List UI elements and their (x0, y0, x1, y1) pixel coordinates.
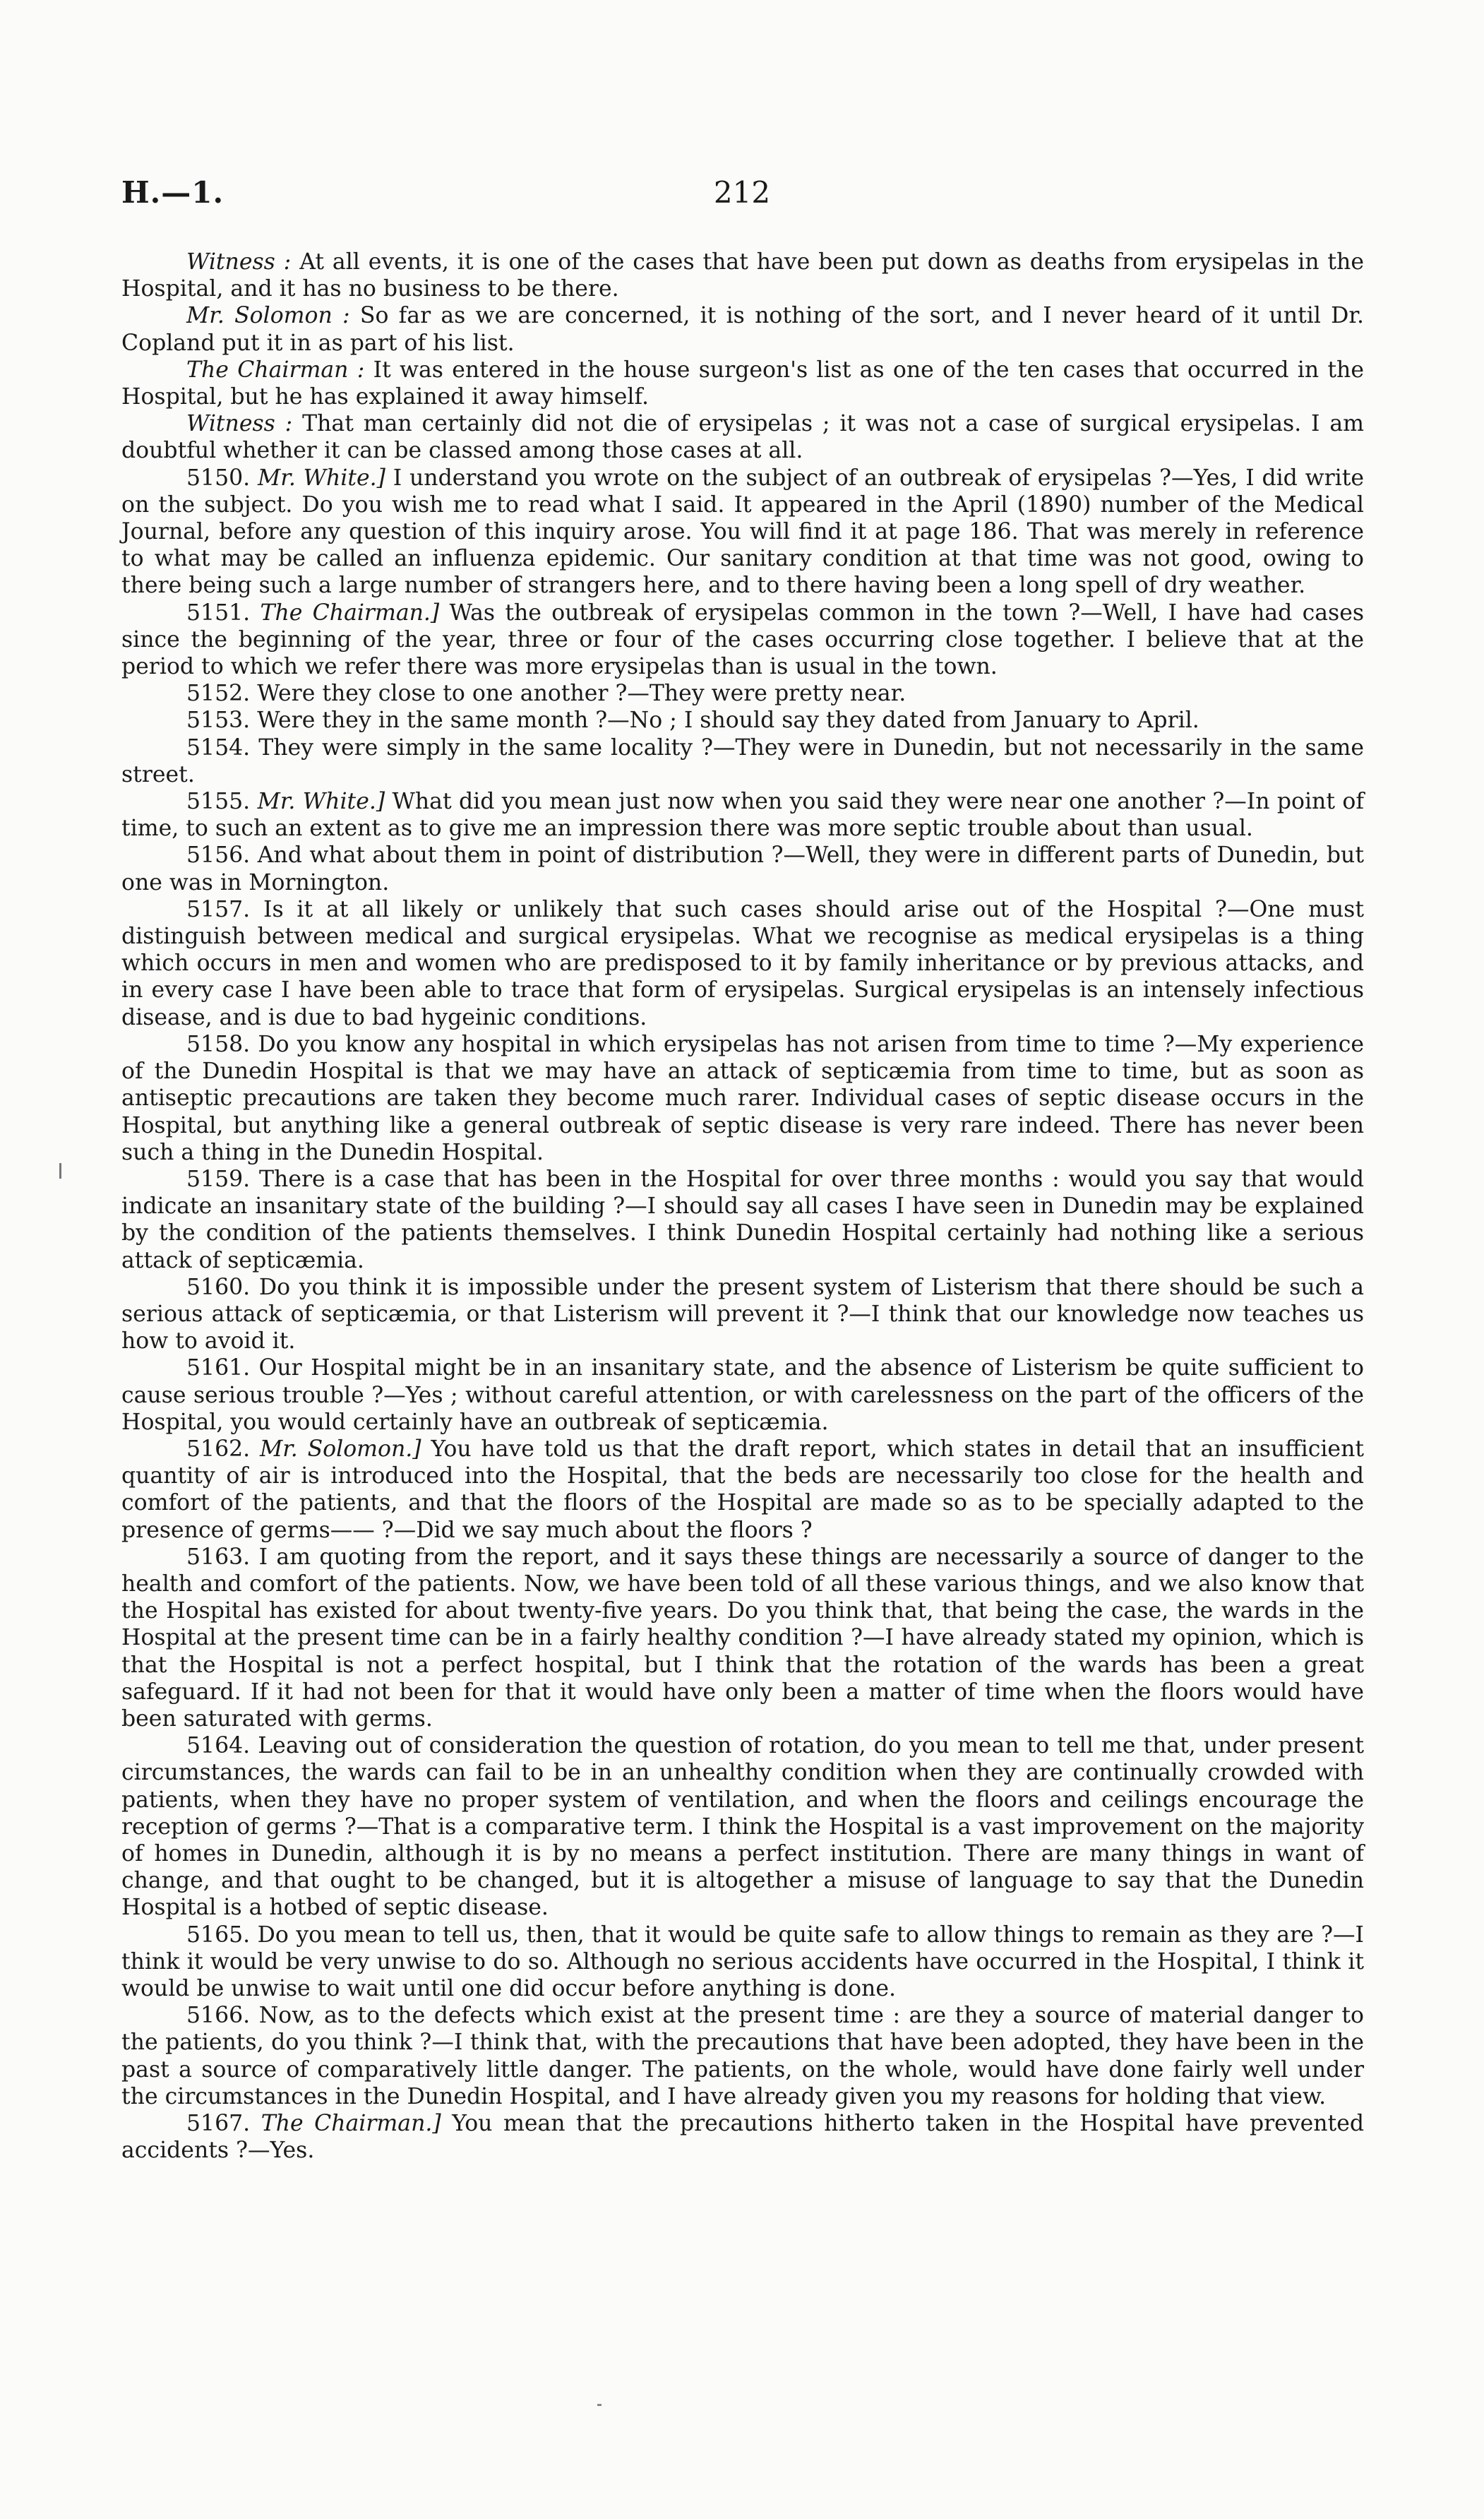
speaker-name: Witness : (186, 411, 293, 437)
testimony-paragraph (121, 1031, 1364, 1166)
speaker-name: Mr. Solomon.] (259, 1436, 421, 1462)
testimony-paragraph (121, 734, 1364, 788)
paragraph-text: And what about them in point of distribution ?—Well, they were in different parts of Dunedin, but one was in Mornington. (121, 842, 1365, 895)
question-number: 5160. (186, 1274, 251, 1300)
paragraph-text: Do you think it is impossible under the present system of Listerism that there should be such a serious attack of septicæmia, or that Listerism will prevent it ?—I think that our knowledge now teaches us how to avoid it. (121, 1274, 1364, 1354)
paragraph-text: Is it at all likely or unlikely that such cases should arise out of the Hospital ?—One must distinguish between medical and surgical erysipelas. What we recognise as medical erysipelas is a thing which occurs in men and women who are predisposed to it by family inheritance or by previous attacks, and in every case I have been able to trace that form of erysipelas. Surgical erysipelas is an intensely infectious disease, and is due to bad hygeinic conditions. (121, 896, 1364, 1030)
paragraph-text: I am quoting from the report, and it says these things are necessarily a source of danger to the health and comfort of the patients. Now, we have been told of all these various things, and we also know that the Hospital has existed for about twenty-five years. Do you think that, that being the case, the wards in the Hospital at the present time can be in a fairly healthy condition ?—I have already stated my opinion, which is that the Hospital is not a perfect hospital, but I think that the rotation of the wards has been a great safeguard. If it had not been for that it would have only been a matter of time when the floors would have been saturated with germs. (121, 1544, 1364, 1732)
paragraph-text: Leaving out of consideration the question of rotation, do you mean to tell me that, under present circumstances, the wards can fail to be in an unhealthy condition when they are continually crowded with patients, when they have no proper system of ventilation, and when the floors and ceilings encourage the reception of germs ?—That is a comparative term. I think the Hospital is a vast improvement on the majority of homes in Dunedin, although it is by no means a perfect institution. There are many things in want of change, and that ought to be changed, but it is altogether a misuse of language to say that the Dunedin Hospital is a hotbed of septic disease. (121, 1733, 1365, 1921)
testimony-paragraph (121, 357, 1364, 410)
testimony-paragraph (121, 249, 1364, 302)
evidence-text (121, 249, 1364, 2164)
speaker-name: The Chairman : (186, 357, 365, 383)
page-header (121, 175, 1363, 218)
paragraph-text: Now, as to the defects which exist at the present time : are they a source of material danger to the patients, do you think ?—I think that, with the precautions that have been adopted, they have been in the past a source of comparatively little danger. The patients, on the whole, would have done fairly well under the circumstances in the Dunedin Hospital, and I have already given you my reasons for holding that view. (121, 2003, 1364, 2109)
testimony-paragraph (121, 707, 1364, 734)
paragraph-text: What did you mean just now when you said they were near one another ?—In point of time, to such an extent as to give me an impression there was more septic trouble about than usual. (121, 789, 1364, 842)
document-code: H.—1. (121, 175, 225, 210)
testimony-paragraph (121, 680, 1364, 707)
question-number: 5164. (186, 1733, 251, 1759)
question-number: 5157. (186, 896, 251, 922)
speaker-name: The Chairman.] (261, 2111, 441, 2137)
question-number: 5167. (186, 2111, 251, 2137)
testimony-paragraph (121, 2002, 1364, 2110)
question-number: 5165. (186, 1922, 251, 1948)
question-number: 5161. (186, 1355, 251, 1381)
speaker-name: Mr. White.] (257, 465, 385, 491)
paragraph-text: Do you mean to tell us, then, that it would be quite safe to allow things to remain as they are ?—I think it would be very unwise to do so. Although no serious accidents have occurred in the Hospital, I think it would be unwise to wait until one did occur before anything is done. (121, 1922, 1364, 2001)
margin-mark (59, 1163, 61, 1179)
question-number: 5151. (186, 600, 251, 626)
testimony-paragraph (121, 1922, 1364, 2003)
question-number: 5150. (186, 465, 251, 491)
testimony-paragraph (121, 1732, 1364, 1921)
testimony-paragraph (121, 1166, 1364, 1274)
question-number: 5159. (186, 1166, 251, 1192)
question-number: 5158. (186, 1031, 251, 1057)
question-number: 5153. (186, 708, 251, 734)
testimony-paragraph (121, 1436, 1364, 1544)
paragraph-text: You have told us that the draft report, which states in detail that an insufficient quantity of air is introduced into the Hospital, that the beds are necessarily too close for the health and comfort of the patients, and that the floors of the Hospital are made so as to be specially adapted to the presence of germs—— ?—Did we say much about the floors ? (121, 1436, 1365, 1543)
question-number: 5155. (186, 789, 251, 815)
testimony-paragraph (121, 2110, 1364, 2164)
testimony-paragraph (121, 1544, 1364, 1732)
paragraph-text: I understand you wrote on the subject of an outbreak of erysipelas ?—Yes, I did write on the subject. Do you wish me to read what I said. It appeared in the April (1890) number of the Medical Journal, before any question of this inquiry arose. You will find it at page 186. That was merely in reference to what may be called an influenza epidemic. Our sanitary condition at that time was not good, owing to there being such a large number of strangers here, and to there having been a long spell of dry weather. (121, 465, 1365, 599)
speaker-name: Witness : (186, 249, 292, 275)
testimony-paragraph (121, 302, 1364, 356)
question-number: 5152. (186, 681, 251, 707)
paragraph-text: Do you know any hospital in which erysipelas has not arisen from time to time ?—My experience of the Dunedin Hospital is that we may have an attack of septicæmia from time to time, but as soon as antiseptic precautions are taken they become much rarer. Individual cases of septic disease occurs in the Hospital, but anything like a general outbreak of septic disease is very rare indeed. There has never been such a thing in the Dunedin Hospital. (121, 1031, 1365, 1165)
question-number: 5156. (186, 842, 251, 869)
print-speck (597, 2404, 602, 2406)
testimony-paragraph (121, 896, 1364, 1031)
paragraph-text: They were simply in the same locality ?—They were in Dunedin, but not necessarily in the same street. (121, 734, 1364, 787)
page-number: 212 (713, 175, 771, 210)
paragraph-text: You mean that the precautions hitherto taken in the Hospital have prevented accidents ?—Yes. (121, 2111, 1365, 2164)
paragraph-text: Our Hospital might be in an insanitary state, and the absence of Listerism be quite sufficient to cause serious trouble ?—Yes ; without careful attention, or with carelessness on the part of the officers of the Hospital, you would certainly have an outbreak of septicæmia. (121, 1355, 1365, 1435)
question-number: 5162. (186, 1436, 251, 1462)
testimony-paragraph (121, 842, 1364, 895)
paragraph-text: At all events, it is one of the cases that have been put down as deaths from erysipelas in the Hospital, and it has no business to be there. (121, 249, 1364, 302)
paragraph-text: It was entered in the house surgeon's list as one of the ten cases that occurred in the Hospital, but he has explained it away himself. (121, 357, 1364, 410)
paragraph-text: That man certainly did not die of erysipelas ; it was not a case of surgical erysipelas. I am doubtful whether it can be classed among those cases at all. (121, 411, 1364, 464)
testimony-paragraph (121, 1274, 1364, 1355)
question-number: 5166. (186, 2003, 251, 2029)
question-number: 5163. (186, 1544, 251, 1570)
testimony-paragraph (121, 1354, 1364, 1436)
paragraph-text: There is a case that has been in the Hospital for over three months : would you say that would indicate an insanitary state of the building ?—I should say all cases I have seen in Dunedin may be explained by the condition of the patients themselves. I think Dunedin Hospital certainly had nothing like a serious attack of septicæmia. (121, 1166, 1365, 1273)
testimony-paragraph (121, 788, 1364, 842)
testimony-paragraph (121, 410, 1364, 464)
speaker-name: Mr. White.] (257, 789, 385, 815)
question-number: 5154. (186, 734, 251, 761)
speaker-name: Mr. Solomon : (186, 303, 350, 329)
testimony-paragraph (121, 600, 1364, 681)
speaker-name: The Chairman.] (260, 600, 440, 626)
paragraph-text: Were they close to one another ?—They were pretty near. (257, 681, 906, 707)
paragraph-text: Were they in the same month ?—No ; I should say they dated from January to April. (257, 708, 1199, 734)
paragraph-text: So far as we are concerned, it is nothing of the sort, and I never heard of it until Dr. Copland put it in as part of his list. (121, 303, 1364, 356)
testimony-paragraph (121, 465, 1364, 600)
paragraph-text: Was the outbreak of erysipelas common in the town ?—Well, I have had cases since the beginning of the year, three or four of the cases occurring close together. I believe that at the period to which we refer there was more erysipelas than is usual in the town. (121, 600, 1364, 680)
